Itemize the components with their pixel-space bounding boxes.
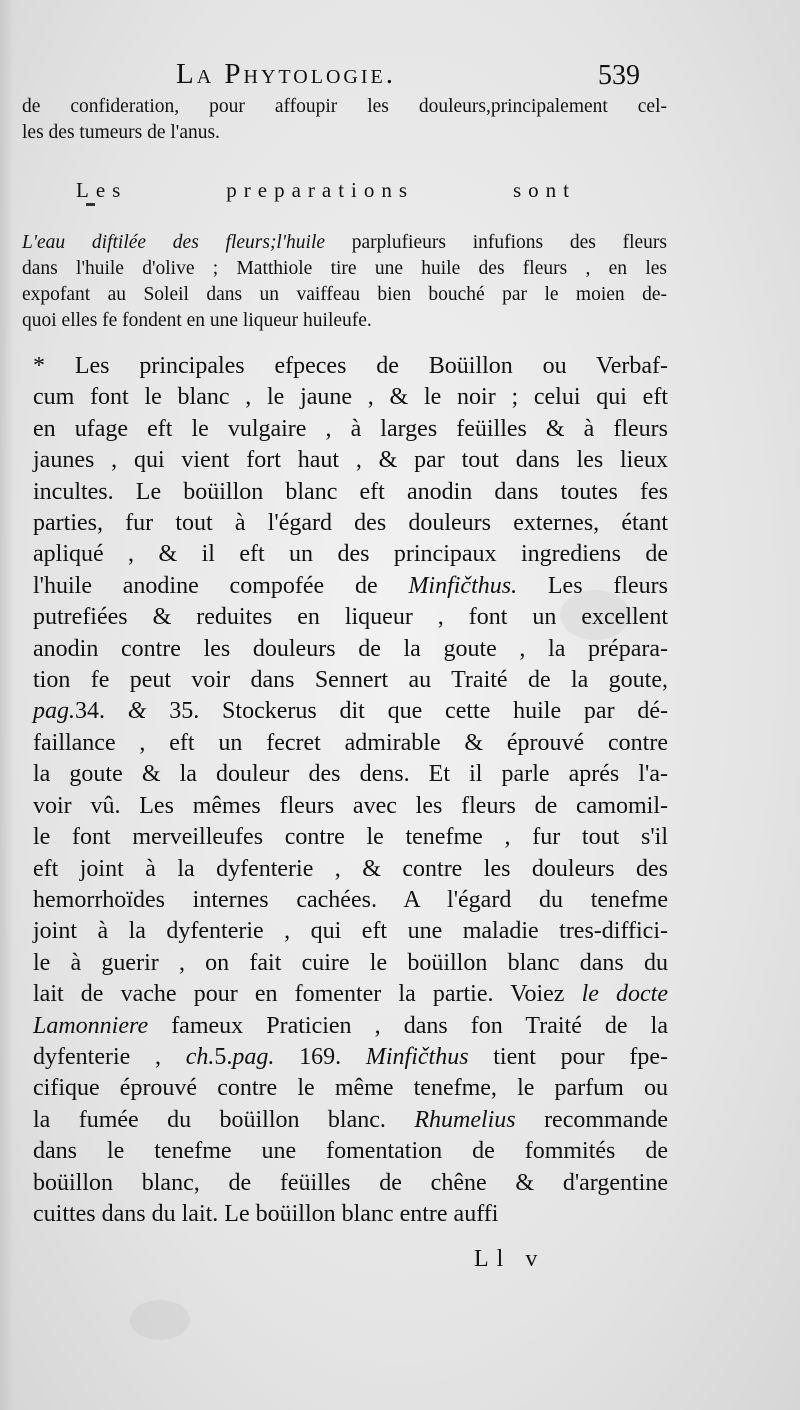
italic-run: Minfičthus. [408,572,518,599]
italic-run: pag. [33,698,75,725]
roman-run: putrefiées & reduites en liqueur , font un excellent [33,604,668,631]
text-line [33,1136,668,1167]
running-head: La Phytologie. [176,58,396,90]
roman-run: lait de vache pour en fomenter la partie. Voiez [33,981,582,1008]
roman-run: cuittes dans du lait. Le boüillon blanc entre auffi [33,1200,499,1227]
text-line [33,508,668,539]
text-line [22,308,667,334]
roman-run: l'huile anodine compofée de [33,572,409,599]
italic-run: & [127,698,147,725]
roman-run: incultes. Le boüillon blanc eft anodin dans toutes fes [33,478,668,505]
text-line [33,445,668,476]
roman-run: parties, fur tout à l'égard des douleurs externes, étant [33,510,668,537]
roman-run: anodin contre les douleurs de la goute , la prépara- [33,635,668,662]
text-line [33,1199,668,1230]
italic-run: Minfičthus [365,1043,469,1070]
text-line [33,822,668,853]
roman-run: dans l'huile d'olive ; Matthiole tire une huile des fleurs , en les [22,258,667,279]
signature-mark: Ll v [474,1246,546,1272]
roman-run: joint à la dyfenterie , qui eft une maladie tres-diffici- [33,918,668,945]
roman-run: en ufage eft le vulgaire , à larges feüilles & à fleurs [33,415,668,442]
roman-run: cifique éprouvé contre le même tenefme, le parfum ou [33,1075,668,1102]
text-line [33,948,668,979]
roman-run: 169. [274,1043,366,1070]
gutter-shadow [0,0,14,1410]
roman-run: expofant au Soleil dans un vaiffeau bien bouché par le moien de- [22,284,667,305]
text-line [33,759,668,790]
text-line [33,414,668,445]
text-line [33,477,668,508]
roman-run: parplufieurs infufions des fleurs [325,232,667,253]
text-line [33,916,668,947]
text-line [33,1042,668,1073]
text-line [22,256,667,282]
roman-run: * Les principales efpeces de Boüillon ou Verbaf- [33,353,668,379]
text-line [33,382,668,413]
roman-run: 35. Stockerus dit que cette huile par dé- [146,698,668,725]
text-line [33,665,668,696]
page-number: 539 [598,60,640,91]
roman-run: le font merveilleufes contre le tenefme , fur tout s'il [33,824,668,851]
section-heading: Les preparations sont [76,178,576,202]
paper-stain [130,1300,190,1340]
continuation-paragraph [22,94,667,146]
text-line [33,1011,668,1042]
text-line [33,885,668,916]
roman-run: tient pour fpe- [468,1043,669,1070]
text-line [33,539,668,570]
roman-run: recommande [515,1106,669,1133]
preparations-paragraph [22,230,667,334]
italic-run: pag. [232,1043,275,1070]
text-line: les des tumeurs de l'anus. [22,122,220,143]
text-line [33,696,668,727]
roman-run: la goute & la douleur des dens. Et il parle aprés l'a- [33,761,668,788]
italic-run: Rhumelius [414,1106,516,1133]
roman-run: tion fe peut voir dans Sennert au Traité de la goute, [33,667,668,694]
roman-run: faillance , eft un fecret admirable & éprouvé contre [33,729,668,756]
italic-run: Lamonniere [33,1012,149,1039]
main-paragraph [33,351,668,1230]
italic-run: ch. [185,1043,215,1070]
text-line [33,728,668,759]
roman-run: voir vû. Les mêmes fleurs avec les fleurs de camomil- [33,792,668,819]
roman-run: apliqué , & il eft un des principaux ingrediens de [33,541,668,568]
text-line [33,979,668,1010]
text-line [22,282,667,308]
roman-run: 34. [75,698,128,725]
roman-run: boüillon blanc, de feüilles de chêne & d'argentine [33,1169,668,1196]
roman-run: jaunes , qui vient fort haut , & par tout dans les lieux [33,447,668,474]
roman-run: la fumée du boüillon blanc. [33,1106,415,1133]
text-line [33,351,668,382]
text-line [33,571,668,602]
text-line [33,1105,668,1136]
roman-run: eft joint à la dyfenterie , & contre les douleurs des [33,855,668,882]
text-line [22,230,667,256]
text-line [33,791,668,822]
roman-run: fameux Praticien , dans fon Traité de la [148,1012,668,1039]
text-line: de confideration, pour affoupir les douleurs,principalement cel- [22,96,667,117]
roman-run: 5. [214,1043,233,1070]
roman-run: dans le tenefme une fomentation de fommités de [33,1138,668,1165]
roman-run: dyfenterie , [33,1043,186,1070]
roman-run: cum font le blanc , le jaune , & le noir ; celui qui eft [33,384,668,411]
roman-run: hemorrhoïdes internes cachées. A l'égard du tenefme [33,886,668,913]
text-line [33,1168,668,1199]
heading-dash [86,203,95,206]
roman-run: le à guerir , on fait cuire le boüillon blanc dans du [33,949,668,976]
text-line [33,602,668,633]
text-line [33,854,668,885]
text-line [33,634,668,665]
italic-run: L'eau diftilée des fleurs;l'huile [22,232,326,253]
roman-run: Les fleurs [517,572,668,599]
italic-run: le docte [581,981,668,1008]
roman-run: quoi elles fe fondent en une liqueur huileufe. [22,310,372,331]
text-line [33,1073,668,1104]
